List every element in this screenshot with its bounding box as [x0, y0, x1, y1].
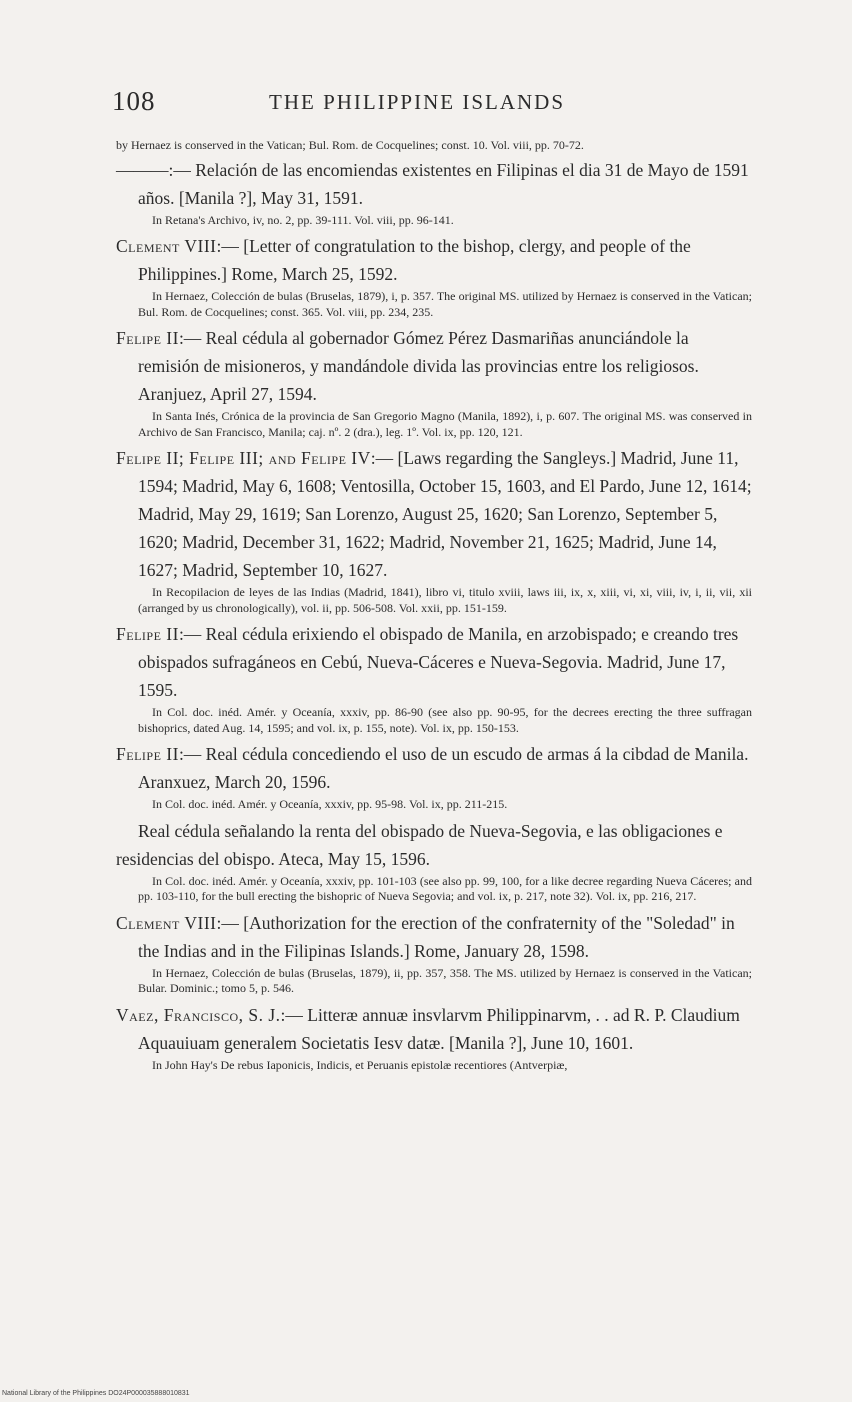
entry-author: Clement VIII — [116, 236, 217, 256]
bibliography-body — [116, 138, 752, 1077]
entry-note: In Hernaez, Colección de bulas (Bruselas, 1879), ii, pp. 357, 358. The MS. utilized by Hernaez is conserved in the Vatican; Bular. Dominic.; tomo 5, p. 546. — [138, 965, 752, 995]
entry-note: In Retana's Archivo, iv, no. 2, pp. 39-111. Vol. viii, pp. 96-141. — [152, 212, 454, 227]
entry-author: Felipe II — [116, 328, 179, 348]
bibliography-entry — [116, 740, 752, 813]
entry-main — [116, 740, 752, 796]
entry-main — [116, 1001, 752, 1057]
entry-text: :— Real cédula concediendo el uso de un escudo de armas á la cibdad de Manila. Aranxuez, March 20, 1596. — [138, 744, 749, 792]
entry-author: Clement VIII — [116, 912, 217, 933]
entry-author: Vaez, Francisco, S. J. — [116, 1004, 281, 1025]
entry-main: Real cédula señalando la renta del obispado de Nueva-Segovia, e las obligaciones e residencias del obispo. Ateca, May 15, 1596. — [116, 820, 723, 869]
entry-author: Felipe II; Felipe III; and Felipe IV — [116, 448, 371, 468]
entry-text: :— Real cédula erixiendo el obispado de Manila, en arzobispado; e creando tres obispados sufragáneos en Cebú, Nueva-Cáceres e Nueva-Segovia. Madrid, June 17, 1595. — [138, 624, 739, 700]
entry-note: In Hernaez, Colección de bulas (Bruselas, 1879), i, p. 357. The original MS. utilized by Hernaez is conserved in the Vatican; Bul. Rom. de Cocquelines; const. 365. Vol. viii, pp. 234, 235. — [138, 289, 752, 319]
entry-note: In Col. doc. inéd. Amér. y Oceanía, xxxiv, pp. 86-90 (see also pp. 90-95, for the decrees erecting the three suffragan bishoprics, dated Aug. 14, 1595; and vol. ix, p. 155, note). Vol. ix, pp. 150-153. — [138, 705, 752, 735]
entry-note: In Col. doc. inéd. Amér. y Oceanía, xxxiv, pp. 101-103 (see also pp. 99, 100, for a like decree regarding Nueva Cáceres; and pp. 103-110, for the bull erecting the bishopric of Nueva Segovia; and vol. ix, p. 217, note 32). Vol. ix, pp. 216, 217. — [138, 873, 752, 903]
bibliography-entry — [116, 1001, 752, 1074]
entry-text: :— Litteræ annuæ insvlarvm Philippinarvm, . . ad R. P. Claudium Aquauiuam generalem Societatis Iesv datæ. [Manila ?], June 10, 1601. — [138, 1004, 740, 1053]
entry-main — [116, 444, 752, 584]
bibliography-entry — [116, 817, 752, 905]
entry-text: :— [Authorization for the erection of the confraternity of the "Soledad" in the Indias and in the Filipinas Islands.] Rome, January 28, 1598. — [138, 912, 735, 961]
entry-text: :— Real cédula al gobernador Gómez Pérez Dasmariñas anunciándole la remisión de misioneros, y mandándole divida las provincias entre los religiosos. Aranjuez, April 27, 1594. — [138, 328, 699, 404]
bibliography-entry — [116, 156, 752, 229]
page-header — [112, 86, 752, 120]
entry-main — [116, 909, 752, 965]
entry-main: ———:— Relación de las encomiendas existentes en Filipinas el dia 31 de Mayo de 1591 años. [Manila ?], May 31, 1591. — [116, 159, 749, 208]
entry-note: In John Hay's De rebus Iaponicis, Indicis, et Peruanis epistolæ recentiores (Antverpiæ, — [152, 1057, 568, 1072]
entry-main — [116, 620, 752, 704]
entry-author: Felipe II — [116, 744, 179, 764]
bibliography-entry — [116, 232, 752, 320]
entry-note: In Col. doc. inéd. Amér. y Oceanía, xxxiv, pp. 95-98. Vol. ix, pp. 211-215. — [152, 797, 508, 811]
bibliography-entry — [116, 324, 752, 440]
entry-text: :— [Laws regarding the Sangleys.] Madrid, June 11, 1594; Madrid, May 6, 1608; Ventosilla, October 15, 1603, and El Pardo, June 12, 1614; Madrid, May 29, 1619; San Lorenzo, August 25, 1620; San Lorenzo, September 5, 1620; Madrid, December 31, 1622; Madrid, November 21, 1625; Madrid, June 14, 1627; Madrid, September 10, 1627. — [138, 448, 752, 580]
entry-note: In Recopilacion de leyes de las Indias (Madrid, 1841), libro vi, titulo xviii, laws iii, ix, x, xiii, vi, xi, viii, iv, i, ii, vii, xii (arranged by us chronologically), vol. ii, pp. 506-508. Vol. xxii, pp. 151-159. — [138, 585, 752, 615]
scan-footer: National Library of the Philippines DO24P000035888010831 — [2, 1390, 190, 1397]
note-continued: by Hernaez is conserved in the Vatican; Bul. Rom. de Cocquelines; const. 10. Vol. viii, pp. 70-72. — [116, 138, 584, 152]
entry-main — [116, 324, 752, 408]
bibliography-entry — [116, 620, 752, 736]
entry-main — [116, 232, 752, 288]
entry-author: Felipe II — [116, 624, 179, 644]
entry-note: In Santa Inés, Crónica de la provincia de San Gregorio Magno (Manila, 1892), i, p. 607. The original MS. was conserved in Archivo de San Francisco, Manila; caj. nº. 2 (dra.), leg. 1º. Vol. ix, pp. 120, 121. — [138, 409, 752, 439]
bibliography-entry — [116, 444, 752, 616]
page-number: 108 — [112, 86, 156, 116]
running-title: THE PHILIPPINE ISLANDS — [269, 90, 565, 114]
entry-text: :— [Letter of congratulation to the bishop, clergy, and people of the Philippines.] Rome, March 25, 1592. — [138, 236, 691, 284]
bibliography-entry — [116, 909, 752, 997]
